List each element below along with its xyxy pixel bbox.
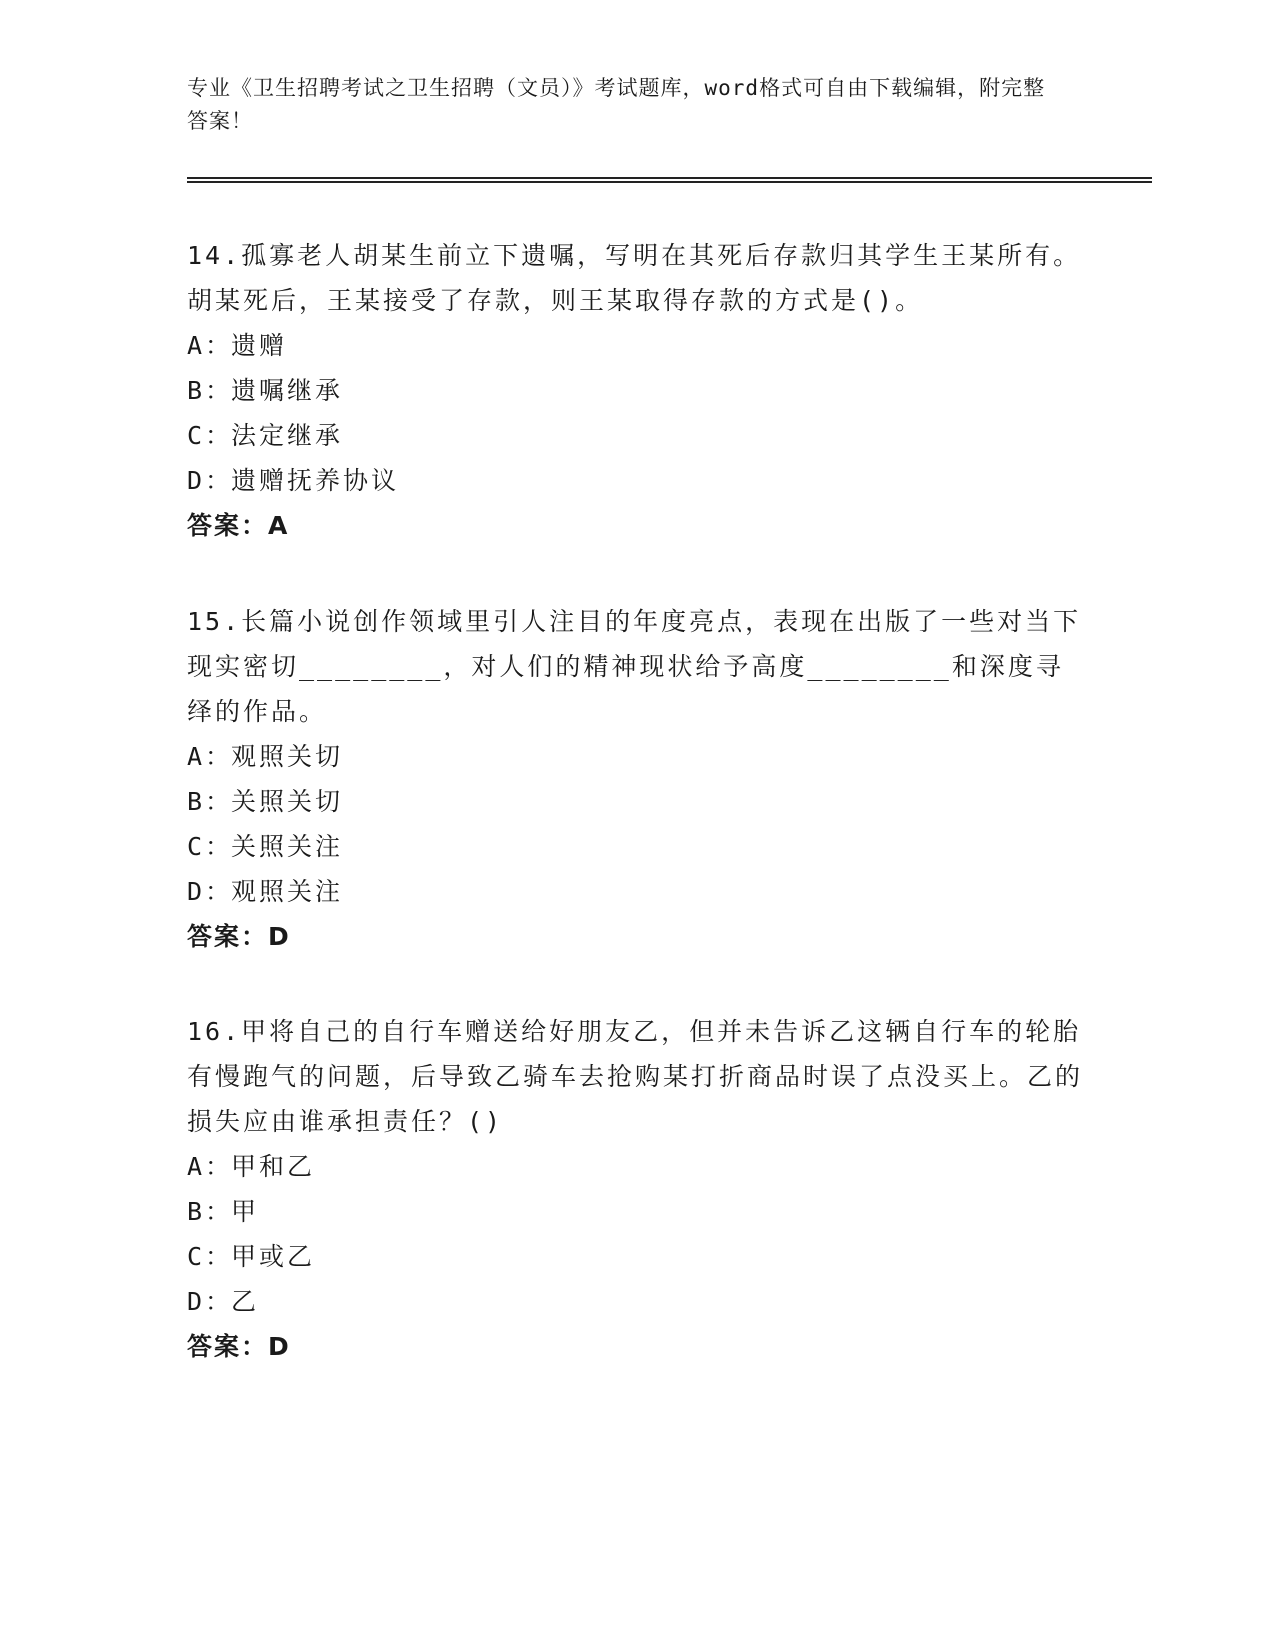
option-text: 甲和乙 [231,1152,316,1181]
option-a [187,1144,1087,1189]
answer-line: 答案：D [187,922,291,951]
option-text: 法定继承 [231,421,344,450]
question-15 [187,599,1087,959]
question-stem: 14.孤寡老人胡某生前立下遗嘱，写明在其死后存款归其学生王某所有。胡某死后，王某接受了存款，则王某取得存款的方式是()。 [187,241,1082,315]
question-stem: 15.长篇小说创作领域里引人注目的年度亮点，表现在出版了一些对当下现实密切________，对人们的精神现状给予高度________和深度寻绎的作品。 [187,607,1082,726]
question-14 [187,233,1087,548]
option-d [187,458,1087,503]
option-d [187,869,1087,914]
option-c [187,1234,1087,1279]
option-text: 遗嘱继承 [231,376,344,405]
document-header [187,72,1067,138]
header-text: 专业《卫生招聘考试之卫生招聘（文员）》考试题库，word格式可自由下载编辑，附完整答案！ [187,76,1046,133]
option-key: A： [187,331,234,360]
option-text: 甲 [231,1197,260,1226]
option-key: B： [187,376,234,405]
option-key: A： [187,742,234,771]
option-b [187,368,1087,413]
option-text: 甲或乙 [231,1242,316,1271]
option-d [187,1279,1087,1324]
option-b [187,1189,1087,1234]
header-divider-top [187,177,1152,179]
option-c [187,413,1087,458]
header-divider-bottom [187,181,1152,183]
question-stem: 16.甲将自己的自行车赠送给好朋友乙，但并未告诉乙这辆自行车的轮胎有慢跑气的问题，后导致乙骑车去抢购某打折商品时误了点没买上。乙的损失应由谁承担责任？() [187,1017,1084,1136]
option-text: 关照关切 [231,787,344,816]
option-c [187,824,1087,869]
question-16 [187,1009,1087,1369]
option-key: C： [187,1242,234,1271]
option-b [187,779,1087,824]
option-key: C： [187,832,234,861]
option-key: B： [187,1197,234,1226]
option-a [187,323,1087,368]
option-key: B： [187,787,234,816]
answer-line: 答案：A [187,511,290,540]
option-key: A： [187,1152,234,1181]
option-text: 遗赠 [231,331,288,360]
option-text: 关照关注 [231,832,344,861]
option-text: 观照关注 [231,877,344,906]
option-key: C： [187,421,234,450]
option-a [187,734,1087,779]
option-key: D： [187,1287,234,1316]
answer-line: 答案：D [187,1332,291,1361]
option-text: 乙 [231,1287,260,1316]
option-text: 观照关切 [231,742,344,771]
option-text: 遗赠抚养协议 [231,466,400,495]
option-key: D： [187,877,234,906]
option-key: D： [187,466,234,495]
